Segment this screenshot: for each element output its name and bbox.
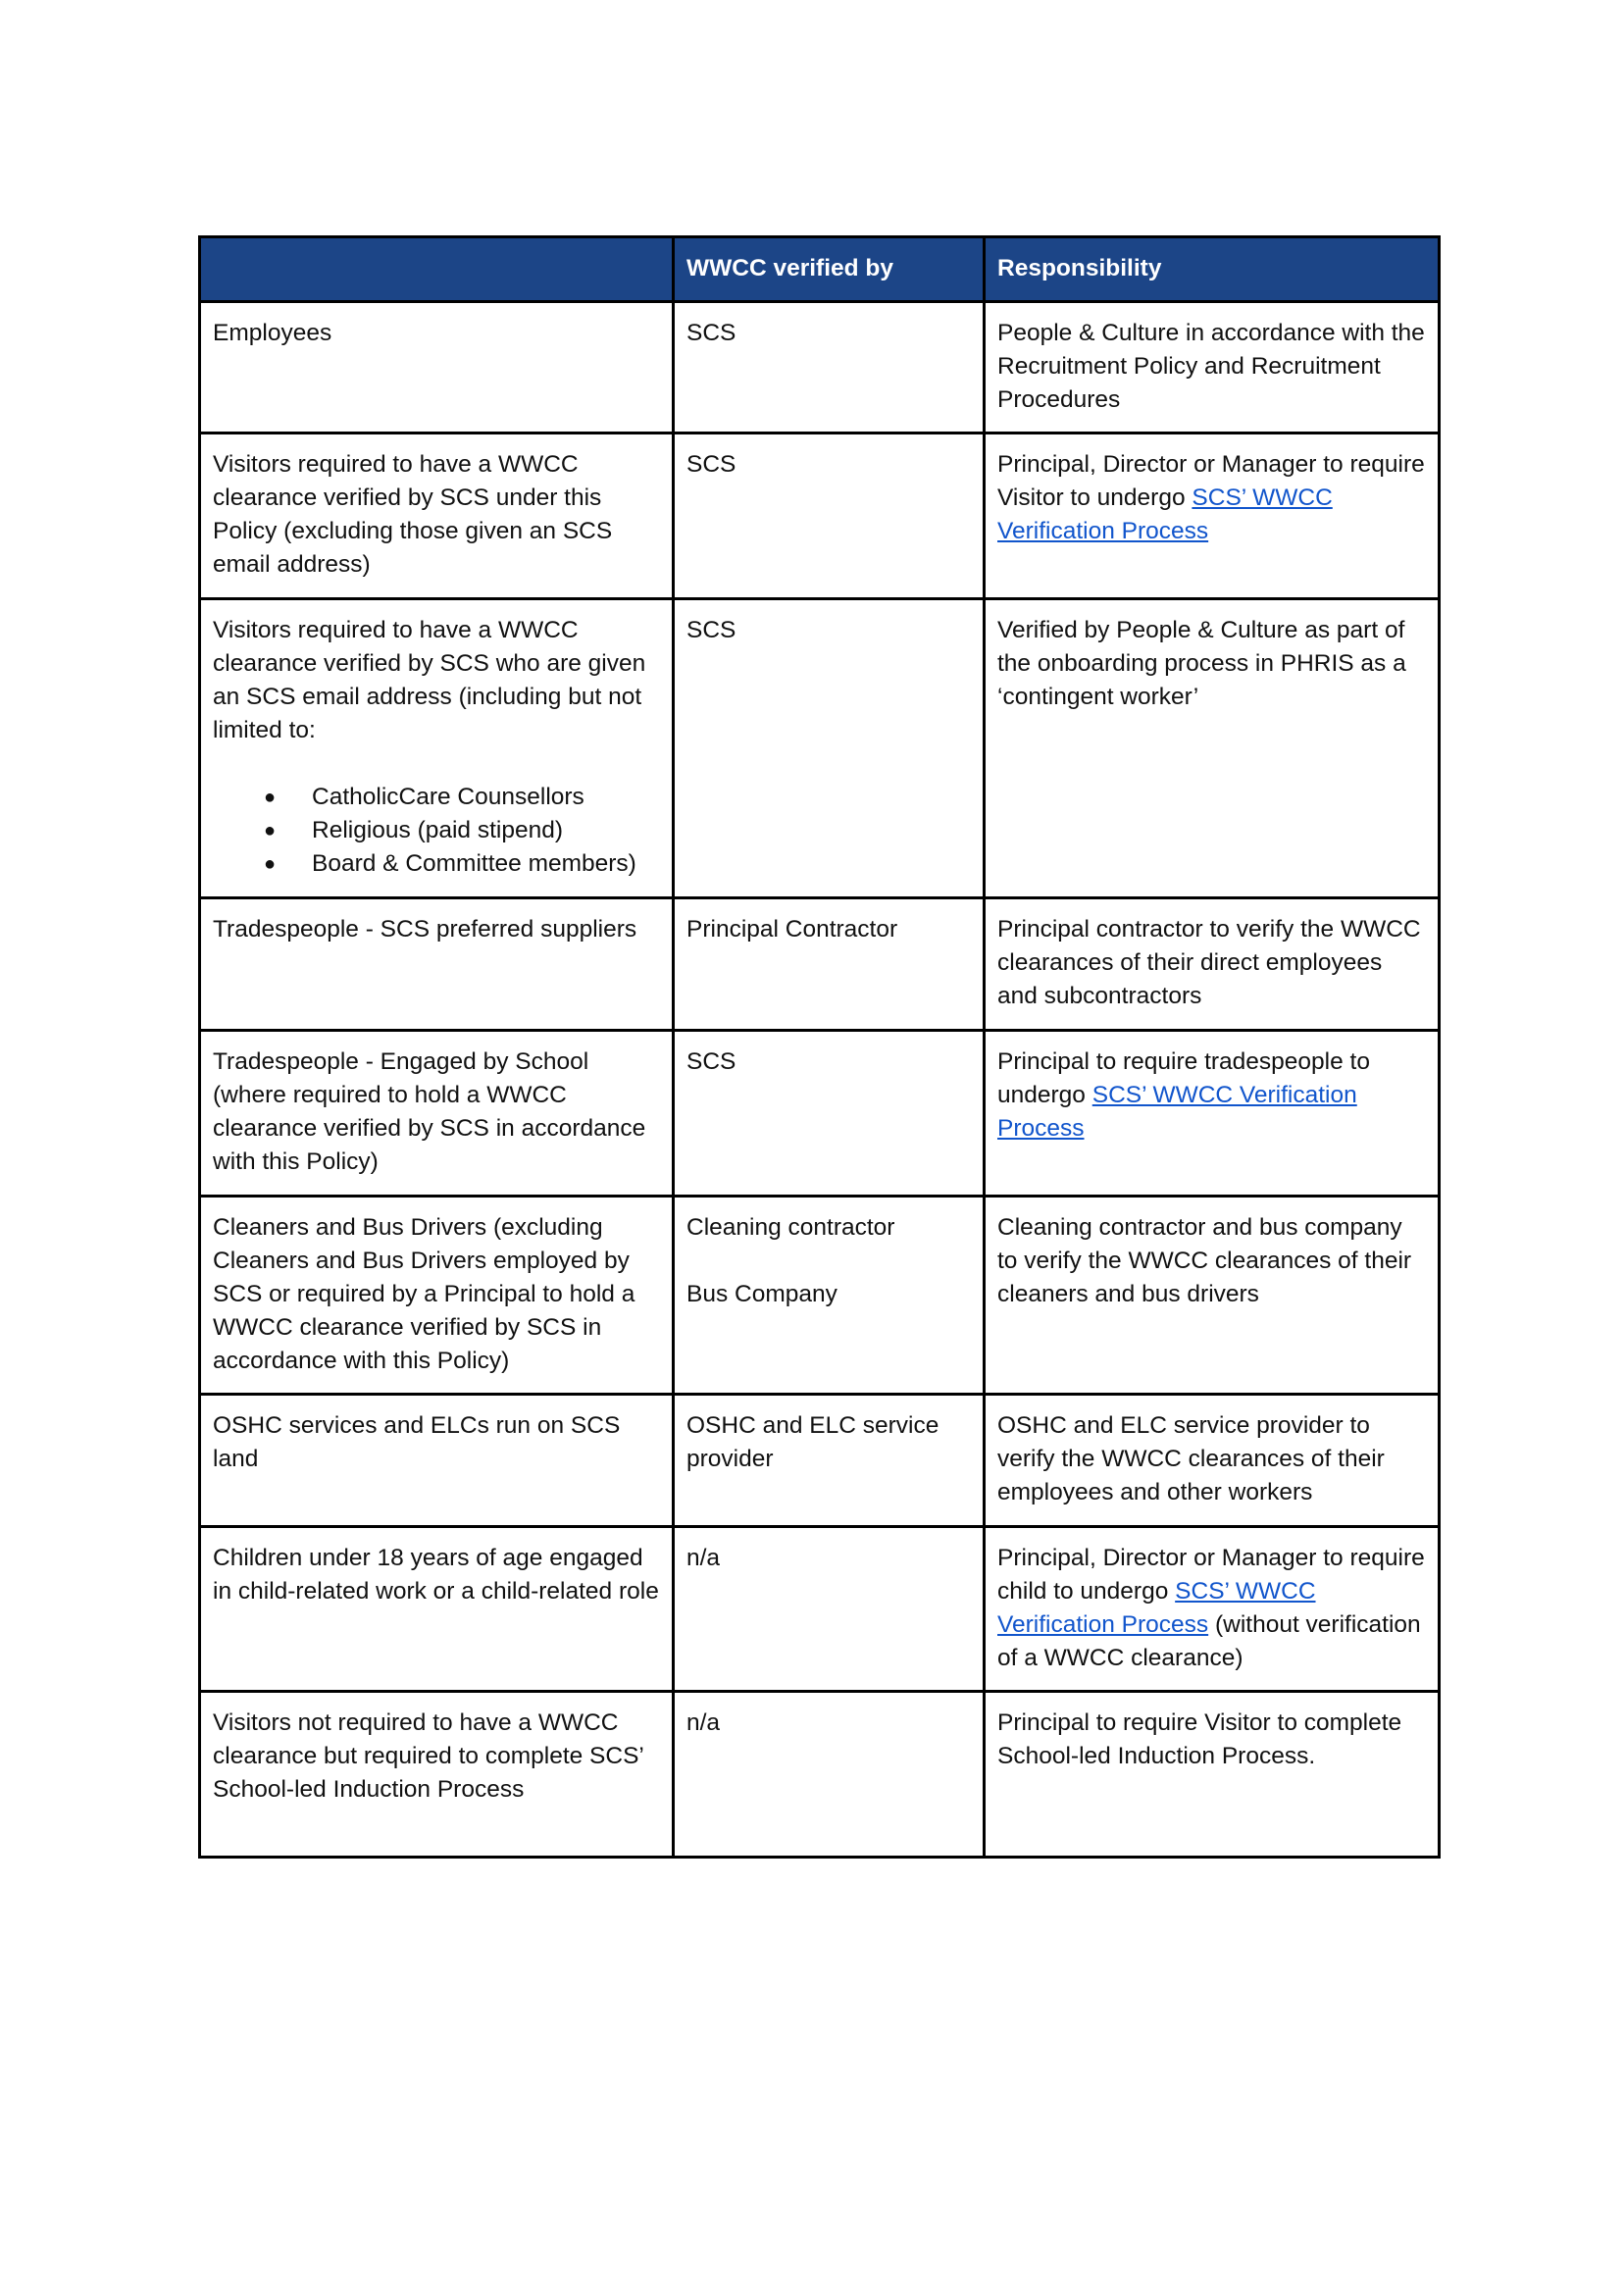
cell-responsibility xyxy=(985,433,1440,599)
table-row xyxy=(200,1527,1440,1692)
cell-verified-by: SCS xyxy=(674,1031,985,1197)
header-verified-by: WWCC verified by xyxy=(674,237,985,302)
cell-responsibility xyxy=(985,1031,1440,1197)
cell-verified-by: SCS xyxy=(674,302,985,433)
cell-category: Cleaners and Bus Drivers (excluding Cleaners and Bus Drivers employed by SCS or required by a Principal to hold a WWCC clearance verified by SCS in accordance with this Policy) xyxy=(200,1197,674,1395)
cell-verified-by: n/a xyxy=(674,1692,985,1858)
list-item xyxy=(213,814,660,847)
table-row xyxy=(200,1031,1440,1197)
cell-responsibility: People & Culture in accordance with the Recruitment Policy and Recruitment Procedures xyxy=(985,302,1440,433)
cell-category: Children under 18 years of age engaged in child-related work or a child-related role xyxy=(200,1527,674,1692)
cell-category: Visitors not required to have a WWCC clearance but required to complete SCS’ School-led Induction Process xyxy=(200,1692,674,1858)
cell-category xyxy=(200,599,674,898)
cell-responsibility: Principal to require Visitor to complete School-led Induction Process. xyxy=(985,1692,1440,1858)
responsibility-text: Principal, Director or Manager to require child to undergo xyxy=(997,1545,1425,1605)
cell-verified-by: SCS xyxy=(674,433,985,599)
cell-responsibility: Verified by People & Culture as part of the onboarding process in PHRIS as a ‘contingent worker’ xyxy=(985,599,1440,898)
table-row xyxy=(200,1692,1440,1858)
cell-category: Tradespeople - Engaged by School (where required to hold a WWCC clearance verified by SCS in accordance with this Policy) xyxy=(200,1031,674,1197)
cell-responsibility: Principal contractor to verify the WWCC clearances of their direct employees and subcontractors xyxy=(985,898,1440,1031)
cell-category: Tradespeople - SCS preferred suppliers xyxy=(200,898,674,1031)
cell-verified-by: n/a xyxy=(674,1527,985,1692)
bullet-icon: ● xyxy=(264,853,277,875)
table-row xyxy=(200,1395,1440,1527)
cell-category: Visitors required to have a WWCC clearance verified by SCS under this Policy (excluding those given an SCS email address) xyxy=(200,433,674,599)
header-category xyxy=(200,237,674,302)
cell-responsibility xyxy=(985,1527,1440,1692)
list-item xyxy=(213,781,660,814)
cell-responsibility: OSHC and ELC service provider to verify the WWCC clearances of their employees and other workers xyxy=(985,1395,1440,1527)
table-row xyxy=(200,599,1440,898)
cell-verified-by: OSHC and ELC service provider xyxy=(674,1395,985,1527)
list-item xyxy=(213,847,660,881)
cell-verified-by: Principal Contractor xyxy=(674,898,985,1031)
table-row xyxy=(200,1197,1440,1395)
cell-verified-by xyxy=(674,1197,985,1395)
cell-responsibility: Cleaning contractor and bus company to verify the WWCC clearances of their cleaners and bus drivers xyxy=(985,1197,1440,1395)
verification-process-link[interactable]: SCS’ WWCC Verification Process xyxy=(997,1082,1357,1142)
cell-verified-by: SCS xyxy=(674,599,985,898)
spacer xyxy=(686,1245,971,1278)
list-item-text: CatholicCare Counsellors xyxy=(312,784,584,810)
table-row xyxy=(200,898,1440,1031)
verified-by-text-2: Bus Company xyxy=(686,1281,837,1307)
bullet-icon: ● xyxy=(264,820,277,841)
responsibility-text: Principal, Director or Manager to require Visitor to undergo xyxy=(997,451,1425,511)
cell-category: OSHC services and ELCs run on SCS land xyxy=(200,1395,674,1527)
verification-process-link[interactable]: SCS’ WWCC Verification Process xyxy=(997,1578,1316,1638)
table-header-row xyxy=(200,237,1440,302)
cell-category: Employees xyxy=(200,302,674,433)
wwcc-responsibility-table xyxy=(198,235,1441,1859)
table-row xyxy=(200,433,1440,599)
bullet-icon: ● xyxy=(264,787,277,808)
responsibility-text-after: (without verification of a WWCC clearance) xyxy=(997,1611,1421,1671)
table-row xyxy=(200,302,1440,433)
list-item-text: Religious (paid stipend) xyxy=(312,817,564,843)
list-item-text: Board & Committee members) xyxy=(312,850,636,877)
category-text: Visitors required to have a WWCC clearance verified by SCS who are given an SCS email address (including but not limited to: xyxy=(213,617,646,743)
responsibility-text: Principal to require tradespeople to undergo xyxy=(997,1048,1370,1108)
verified-by-text: Cleaning contractor xyxy=(686,1214,895,1241)
verification-process-link[interactable]: SCS’ WWCC Verification Process xyxy=(997,484,1333,544)
bullet-list xyxy=(213,781,660,881)
header-responsibility: Responsibility xyxy=(985,237,1440,302)
